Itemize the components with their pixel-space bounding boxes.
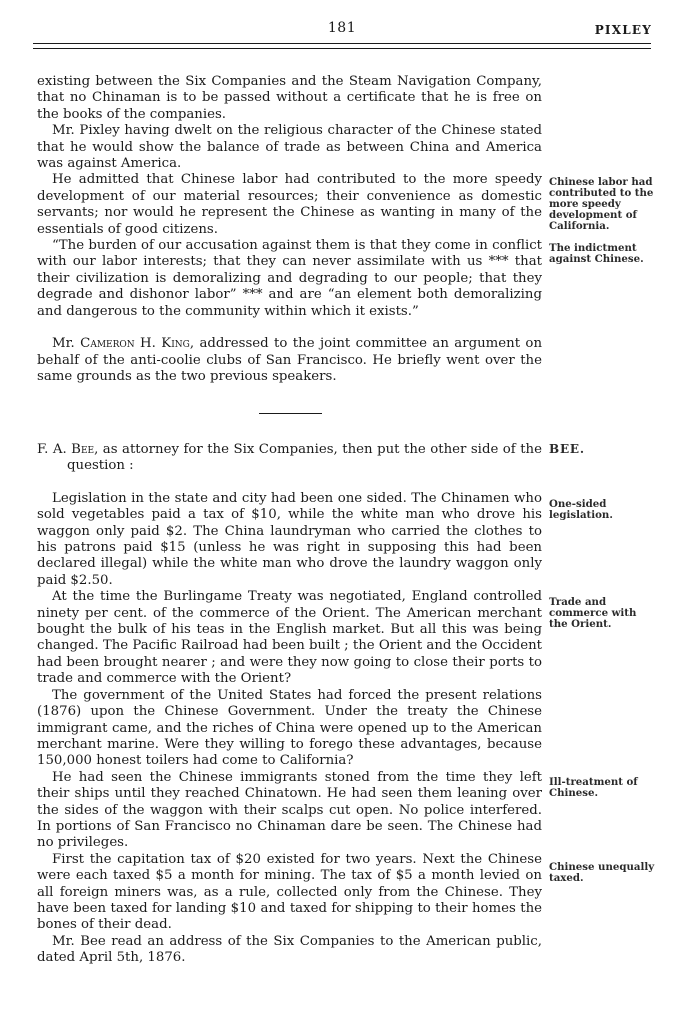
- sidenote-indictment: The indictment against Chinese.: [549, 242, 644, 265]
- paragraph-cameron-king: [37, 336, 542, 385]
- paragraph-ill-treatment: He had seen the Chinese immigrants stoned from the time they left their ships until they reached Chinatown. He had seen them leaning over the sides of the waggon with their scalps cut open. No police interfered. In portions of San Francisco no Chinaman dare be seen. The Chinese had no privileges.: [37, 769, 542, 851]
- header-rule-bottom: [33, 48, 651, 49]
- paragraph-balance-of-trade: Mr. Pixley having dwelt on the religious character of the Chinese stated that he would show the balance of trade as between China and America was against America.: [37, 123, 542, 172]
- sidenote-bee: BEE.: [549, 442, 585, 456]
- bee-intro-text: , as attorney for the Six Companies, then put the other side of the question :: [67, 442, 542, 474]
- sidenote-taxed: Chinese unequally taxed.: [549, 861, 655, 884]
- header-rule-top: [33, 43, 651, 44]
- page-number: 181: [327, 20, 357, 36]
- paragraph-gap: [37, 475, 542, 491]
- section-pixley-text: [37, 74, 542, 385]
- paragraph-address: Mr. Bee read an address of the Six Companies to the American public, dated April 5th, 1876.: [37, 933, 542, 966]
- paragraph-gap: [37, 320, 542, 336]
- paragraph-capitation-tax: First the capitation tax of $20 existed for two years. Next the Chinese were each taxed $5 a month for mining. The tax of $5 a month levied on all foreign miners was, as a rule, collected only from the Chinese. They have been taxed for landing $10 and taxed for shipping to their homes the bones of their dead.: [37, 851, 542, 933]
- king-text: , addressed to the joint committee an argument on behalf of the anti-coolie clubs of San Francisco. He briefly went over the same grounds as the two previous speakers.: [37, 336, 543, 384]
- sidenote-one-sided: One-sided legislation.: [549, 498, 613, 521]
- sidenote-ill-treatment: Ill-treatment of Chinese.: [549, 776, 638, 799]
- speaker-name-king: Cameron H. King: [80, 336, 190, 352]
- paragraph-government-relations: The government of the United States had forced the present relations (1876) upon the Chinese Government. Under the treaty the Chinese immigrant came, and the riches of China were opened up to the American merchant marine. Were they willing to forego these advantages, because 150,000 honest toilers had come to California?: [37, 687, 542, 769]
- mr-prefix: Mr.: [52, 336, 75, 352]
- sidenote-trade: Trade and commerce with the Orient.: [549, 596, 637, 630]
- paragraph-bee-intro: [37, 442, 542, 475]
- speaker-name-bee: F. A. Bee: [37, 442, 95, 457]
- running-head: PIXLEY: [594, 23, 652, 37]
- paragraph-chinese-labor: He admitted that Chinese labor had contributed to the more speedy development of our material resources; their convenience as domestic servants; nor would he represent the Chinese as wanting in many of the essentials of good citizens.: [37, 172, 542, 237]
- paragraph-burlingame-treaty: At the time the Burlingame Treaty was negotiated, England controlled ninety per cent. of the commerce of the Orient. The American merchant bought the bulk of his teas in the English market. But all this was being changed. The Pacific Railroad had been built ; the Orient and the Occident had been brought nearer ; and were they now going to close their ports to trade and commerce with the Orient?: [37, 589, 542, 687]
- paragraph-accusation-quote: “The burden of our accusation against them is that they come in conflict with our labor interests; that they can never assimilate with us *** that their civilization is demoralizing and degrading to our people; that they degrade and dishonor labor” *** and are “an element both demoralizing and dangerous to the community within which it exists.”: [37, 238, 542, 319]
- paragraph-continuation: existing between the Six Companies and the Steam Navigation Company, that no Chinaman is to be passed without a certificate that he is free on the books of the companies.: [37, 74, 542, 122]
- sidenote-chinese-labor: Chinese labor had contributed to the more speedy development of California.: [549, 176, 654, 232]
- section-divider: [259, 413, 322, 414]
- paragraph-one-sided-legislation: Legislation in the state and city had been one sided. The Chinamen who sold vegetables paid a tax of $10, while the white man who drove his waggon only paid $2. The China laundryman who carried the clothes to his patrons paid $15 (unless he was right in supposing this had been declared illegal) while the white man who drove the laundry waggon only paid $2.50.: [37, 490, 542, 588]
- section-bee-text: [37, 442, 542, 967]
